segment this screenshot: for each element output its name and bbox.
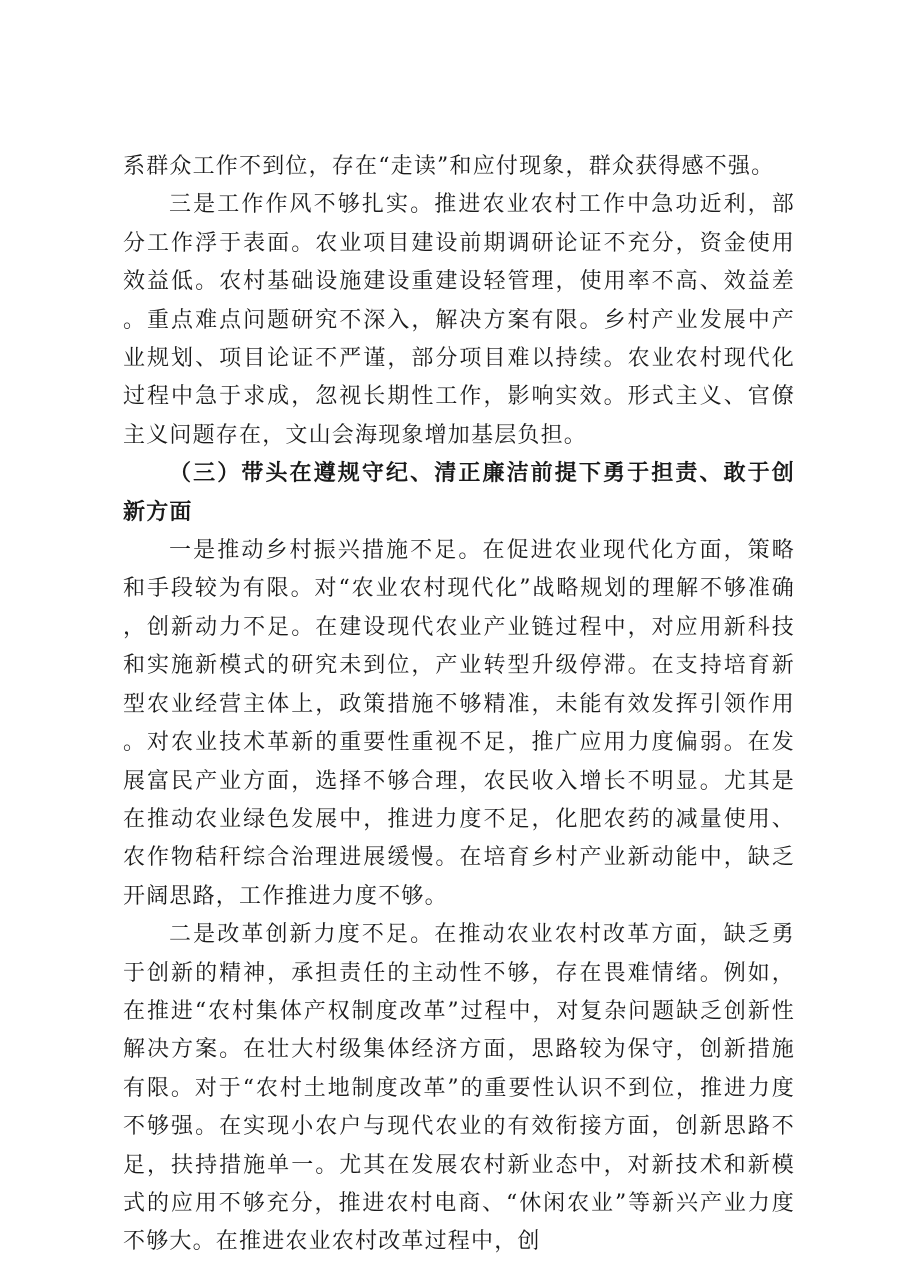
paragraph-continuation: 系群众工作不到位，存在“走读”和应付现象，群众获得感不强。 bbox=[123, 154, 775, 179]
document-body bbox=[123, 148, 795, 1262]
paragraph-reform-innovation: 二是改革创新力度不足。在推动农业农村改革方面，缺乏勇于创新的精神，承担责任的主动性不够，存在畏难情绪。例如，在推进“农村集体产权制度改革”过程中，对复杂问题缺乏创新性解决方案。在壮大村级集体经济方面，思路较为保守，创新措施有限。对于“农村土地制度改革”的重要性认识不到位，推进力度不够强。在实现小农户与现代农业的有效衔接方面，创新思路不足，扶持措施单一。尤其在发展农村新业态中，对新技术和新模式的应用不够充分，推进农村电商、“休闲农业”等新兴产业力度不够大。在推进农业农村改革过程中，创 bbox=[123, 922, 795, 1255]
section-heading-3: （三）带头在遵规守纪、清正廉洁前提下勇于担责、敢于创新方面 bbox=[123, 461, 795, 525]
paragraph-rural-revitalization: 一是推动乡村振兴措施不足。在促进农业现代化方面，策略和手段较为有限。对“农业农村现代化”战略规划的理解不够准确，创新动力不足。在建设现代农业产业链过程中，对应用新科技和实施新模式的研究未到位，产业转型升级停滞。在支持培育新型农业经营主体上，政策措施不够精准，未能有效发挥引领作用。对农业技术革新的重要性重视不足，推广应用力度偏弱。在发展富民产业方面，选择不够合理，农民收入增长不明显。尤其是在推动农业绿色发展中，推进力度不足，化肥农药的减量使用、农作物秸秆综合治理进展缓慢。在培育乡村产业新动能中，缺乏开阔思路，工作推进力度不够。 bbox=[123, 538, 795, 909]
paragraph-work-style: 三是工作作风不够扎实。推进农业农村工作中急功近利，部分工作浮于表面。农业项目建设前期调研论证不充分，资金使用效益低。农村基础设施建设重建设轻管理，使用率不高、效益差。重点难点问题研究不深入，解决方案有限。乡村产业发展中产业规划、项目论证不严谨，部分项目难以持续。农业农村现代化过程中急于求成，忽视长期性工作，影响实效。形式主义、官僚主义问题存在，文山会海现象增加基层负担。 bbox=[123, 192, 795, 448]
